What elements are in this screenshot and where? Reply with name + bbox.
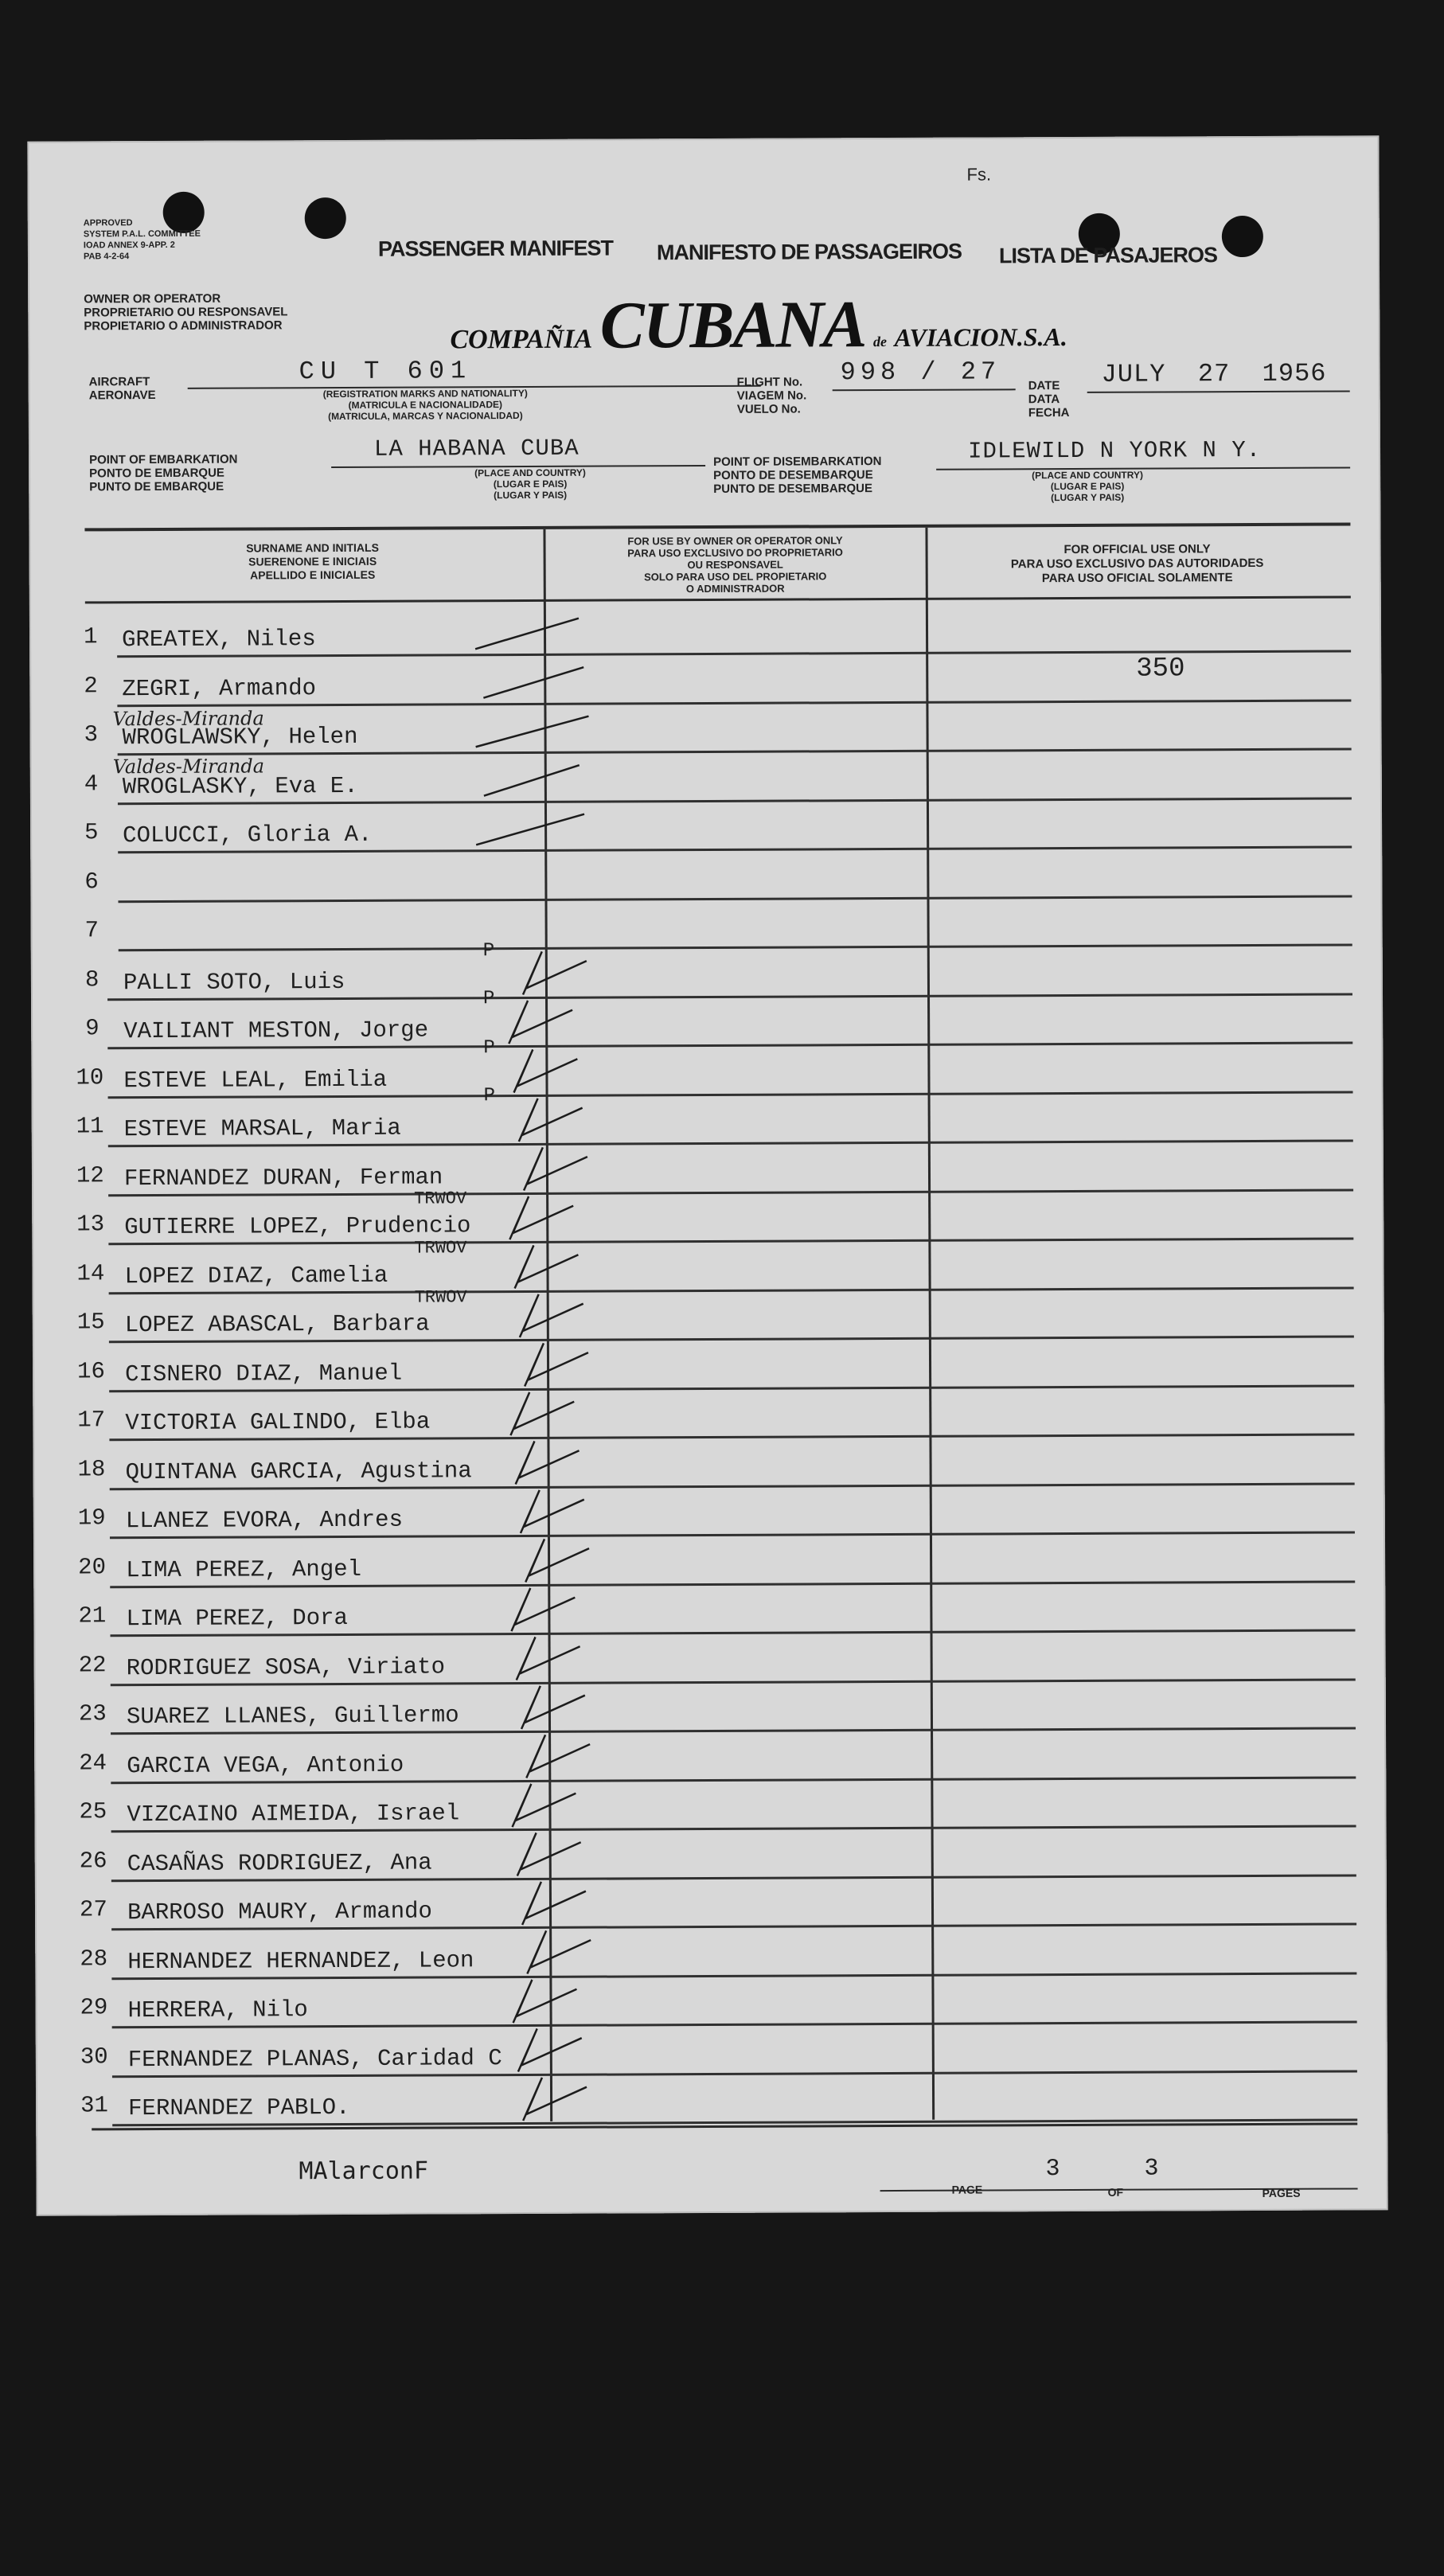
row-number: 25 (79, 1798, 107, 1825)
corner-mark: Fs. (966, 164, 992, 185)
p-mark: P (483, 1037, 495, 1060)
check-mark (526, 1735, 590, 1778)
row-number: 31 (80, 2092, 108, 2119)
flight-value: 998 / 27 (840, 357, 1001, 388)
passenger-name: VICTORIA GALINDO, Elba (125, 1408, 431, 1437)
trwov-mark: TRWOV (414, 1188, 467, 1209)
passenger-name: GUTIERRE LOPEZ, Prudencio (124, 1212, 471, 1241)
title-spanish: LISTA DE PASAJEROS (998, 243, 1218, 268)
passenger-name: LOPEZ DIAZ, Camelia (124, 1262, 388, 1290)
date-label: DATE DATA FECHA (1028, 379, 1070, 420)
disembarkation-value: IDLEWILD N YORK N Y. (967, 436, 1262, 465)
row-number: 17 (77, 1407, 106, 1434)
passenger-name: GARCIA VEGA, Antonio (127, 1751, 404, 1779)
check-mark (525, 1539, 589, 1582)
manifest-sheet (27, 135, 1387, 2215)
passenger-name: WROGLASKY, Eva E. (122, 772, 358, 800)
check-mark (522, 1882, 586, 1925)
check-mark (521, 1686, 585, 1729)
check-mark (519, 1099, 583, 1142)
check-mark (523, 2078, 587, 2121)
passenger-name: VAILIANT MESTON, Jorge (123, 1017, 429, 1045)
row-number: 21 (78, 1602, 107, 1630)
column-header-name: SURNAME AND INITIALS SUERENONE E INICIAIS APELLIDO E INICIALES (246, 541, 379, 582)
check-mark (517, 1832, 581, 1875)
row-number: 9 (85, 1015, 100, 1042)
passenger-name: QUINTANA GARCIA, Agustina (125, 1457, 472, 1485)
passenger-name: LLANEZ EVORA, Andres (125, 1506, 404, 1535)
owner-operator-label: OWNER OR OPERATOR PROPRIETARIO OU RESPONSAVEL PROPIETARIO O ADMINISTRADOR (84, 291, 288, 334)
check-mark (475, 619, 579, 650)
row-number: 20 (78, 1553, 107, 1580)
airline-logo: COMPAÑIA CUBANA de AVIACION.S.A. (450, 287, 1067, 363)
check-mark (514, 1245, 578, 1288)
passenger-name: BARROSO MAURY, Armando (127, 1898, 432, 1926)
row-number: 10 (76, 1064, 104, 1091)
date-value: JULY 27 1956 (1101, 358, 1327, 389)
passenger-name: PALLI SOTO, Luis (123, 968, 345, 996)
passenger-name: ESTEVE LEAL, Emilia (123, 1066, 388, 1094)
check-mark (525, 1343, 588, 1386)
p-mark: P (482, 988, 495, 1010)
check-mark (521, 1490, 584, 1533)
p-mark: P (483, 1085, 496, 1107)
check-mark (523, 951, 587, 994)
total-pages: 3 (1144, 2155, 1159, 2183)
passenger-name: VIZCAINO AIMEIDA, Israel (127, 1800, 460, 1829)
handwritten-check-marks (27, 135, 1387, 2215)
row-number: 8 (84, 966, 100, 993)
check-mark (527, 1930, 591, 1973)
passenger-name: COLUCCI, Gloria A. (123, 821, 373, 849)
pages-label: PAGES (1262, 2186, 1301, 2199)
passenger-name: RODRIGUEZ SOSA, Viriato (126, 1653, 446, 1681)
row-number: 14 (76, 1259, 105, 1286)
aircraft-value: CU T 601 (299, 356, 473, 387)
check-mark (518, 2028, 582, 2071)
check-mark (512, 1784, 576, 1827)
check-mark (475, 716, 588, 747)
row-number: 19 (77, 1505, 106, 1532)
page-number: 3 (1045, 2156, 1060, 2184)
check-mark (513, 1049, 577, 1092)
passenger-name: FERNANDEZ PABLO. (128, 2094, 350, 2122)
row-number: 6 (84, 868, 99, 895)
column-header-owner: FOR USE BY OWNER OR OPERATOR ONLY PARA USO EXCLUSIVO DO PROPRIETARIO OU RESPONSAVEL SOLO PARA USO DEL PROPIETARIO O ADMINISTRADOR (627, 534, 843, 595)
check-mark (515, 1441, 579, 1484)
registration-caption: (REGISTRATION MARKS AND NATIONALITY) (MATRICULA E NACIONALIDADE) (MATRICULA, MARCAS Y NACIONALIDAD) (322, 387, 528, 423)
passenger-name: HERNANDEZ HERNANDEZ, Leon (127, 1946, 474, 1975)
check-mark (510, 1392, 574, 1435)
embarkation-label: POINT OF EMBARKATION PONTO DE EMBARQUE PUNTO DE EMBARQUE (89, 452, 238, 494)
disembarkation-caption: (PLACE AND COUNTRY) (LUGAR E PAIS) (LUGAR Y PAIS) (1032, 469, 1143, 504)
row-number: 3 (84, 721, 99, 748)
aircraft-label: AIRCRAFT AERONAVE (88, 375, 156, 403)
embarkation-value: LA HABANA CUBA (373, 435, 580, 463)
check-mark (509, 1196, 573, 1239)
check-mark (520, 1294, 583, 1337)
disembarkation-label: POINT OF DISEMBARKATION PONTO DE DESEMBARQUE PUNTO DE DESEMBARQUE (713, 455, 882, 496)
passenger-name: FERNANDEZ DURAN, Ferman (123, 1163, 443, 1192)
row-number: 12 (76, 1161, 104, 1188)
row-number: 23 (78, 1700, 107, 1727)
annotation-valdes-miranda-3: Valdes-Miranda (112, 707, 264, 731)
passenger-name: ZEGRI, Armando (122, 674, 317, 702)
passenger-name: CISNERO DIAZ, Manuel (125, 1360, 403, 1388)
passenger-name: WROGLAWSKY, Helen (122, 723, 358, 751)
passenger-name: GREATEX, Niles (121, 626, 316, 654)
row-number: 24 (79, 1749, 107, 1776)
passenger-name: LIMA PEREZ, Dora (126, 1604, 348, 1633)
passenger-name: CASAÑAS RODRIGUEZ, Ana (127, 1849, 432, 1877)
approval-block: APPROVED SYSTEM P.A.L. COMMITTEE IOAD ANNEX 9-APP. 2 PAB 4-2-64 (83, 218, 201, 262)
row-number: 27 (79, 1896, 107, 1923)
passenger-name: FERNANDEZ PLANAS, Caridad C (127, 2044, 502, 2073)
trwov-mark: TRWOV (414, 1238, 467, 1259)
check-mark (513, 1980, 576, 2023)
row-number: 1 (83, 623, 98, 650)
title-english: PASSENGER MANIFEST (377, 236, 614, 261)
flight-label: FLIGHT No. VIAGEM No. VUELO No. (736, 375, 807, 416)
row-number: 15 (76, 1309, 105, 1336)
row-number: 30 (80, 2043, 108, 2070)
row-number: 11 (76, 1113, 104, 1140)
title-portuguese: MANIFESTO DE PASSAGEIROS (656, 239, 962, 265)
signature: MAlarconF (299, 2156, 429, 2186)
check-mark (509, 1001, 572, 1044)
annotation-valdes-miranda-4: Valdes-Miranda (112, 755, 265, 779)
check-mark (484, 765, 580, 796)
check-mark (483, 667, 583, 698)
row-number: 29 (80, 1994, 108, 2021)
passenger-name: LOPEZ ABASCAL, Barbara (124, 1310, 430, 1339)
row-number: 16 (76, 1357, 105, 1384)
embarkation-caption: (PLACE AND COUNTRY) (LUGAR E PAIS) (LUGAR Y PAIS) (474, 466, 586, 502)
passenger-name: ESTEVE MARSAL, Maria (123, 1114, 401, 1143)
row-number: 22 (78, 1651, 107, 1678)
of-label: OF (1107, 2185, 1124, 2199)
check-mark (524, 1147, 587, 1190)
row-number: 2 (84, 672, 98, 699)
row-number: 18 (77, 1455, 106, 1482)
official-count-350: 350 (1136, 654, 1185, 685)
p-mark: P (482, 940, 495, 962)
row-number: 4 (84, 770, 99, 797)
check-mark (517, 1637, 580, 1680)
check-mark (511, 1588, 575, 1631)
trwov-mark: TRWOV (414, 1287, 467, 1308)
row-number: 7 (84, 917, 100, 944)
column-header-official: FOR OFFICIAL USE ONLY PARA USO EXCLUSIVO DAS AUTORIDADES PARA USO OFICIAL SOLAMENTE (1010, 542, 1264, 586)
row-number: 26 (79, 1847, 107, 1874)
check-mark (476, 814, 584, 845)
row-number: 13 (76, 1211, 105, 1238)
row-number: 28 (80, 1945, 108, 1972)
row-number: 5 (84, 819, 99, 846)
passenger-name: LIMA PEREZ, Angel (126, 1555, 362, 1583)
page-label: PAGE (951, 2183, 983, 2196)
passenger-name: SUAREZ LLANES, Guillermo (126, 1702, 459, 1731)
passenger-name: HERRERA, Nilo (127, 1996, 308, 2024)
